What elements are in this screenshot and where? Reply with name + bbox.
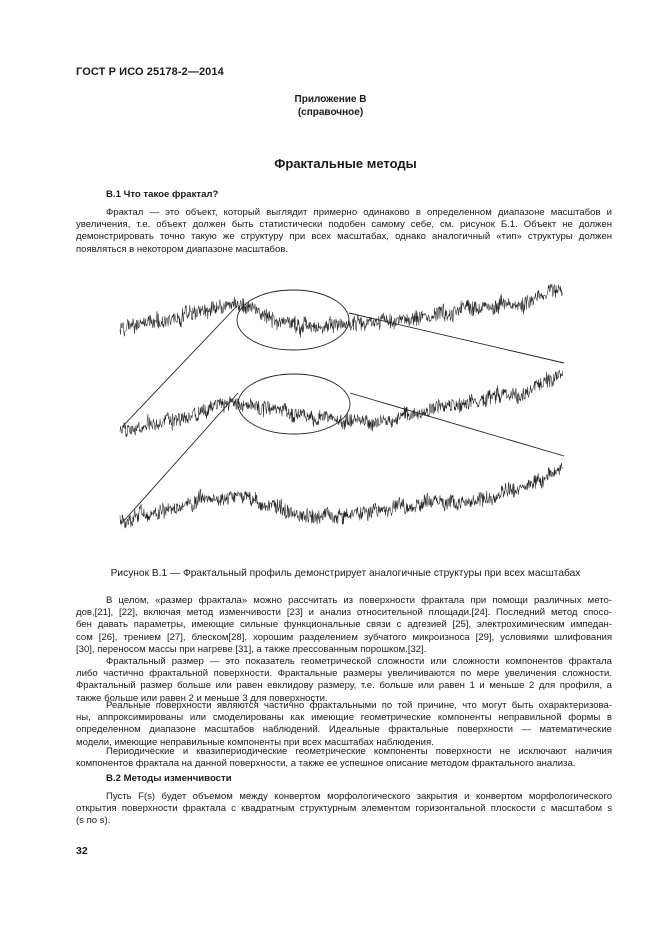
figure-caption: Рисунок В.1 — Фрактальный профиль демонстрирует аналогичные структуры при всех масштабах xyxy=(110,568,581,579)
text-line: [30], переносом массы при нагреве [31], а также прессованным порошком.[32]. xyxy=(76,643,427,655)
paragraph-periodic-components xyxy=(76,746,612,770)
text-line: модели, имеющие неправильные компоненты при всех масштабах наблюдения. xyxy=(76,736,434,748)
text-line: Фрактальный размер — это показатель геометрической сложности или сложности компонентов фрактала xyxy=(106,656,612,667)
text-line: увеличения, т.е. объект должен быть статистически подобен самому себе, см. рисунок Б.1. Объект не должен xyxy=(76,219,612,231)
zoom-ellipse-middle xyxy=(238,374,350,434)
text-line: определенном диапазоне масштабов наблюдений. Идеальные фрактальные поверхности — математические xyxy=(76,724,612,736)
zoom-line xyxy=(350,393,564,456)
text-line: Фрактал — это объект, который выглядит примерно одинаково в определенном диапазоне масштабов и xyxy=(106,207,612,218)
zoom-line xyxy=(122,307,236,427)
text-line: Реальные поверхности являются частично фрактальными по той причине, что могут быть охарактеризова- xyxy=(106,700,612,711)
text-line: (s по s). xyxy=(76,815,111,827)
paragraph-fractal-size xyxy=(76,595,612,656)
paragraph-variation-methods xyxy=(76,791,612,828)
text-line: компонентов фрактала на данной поверхности, а также ее успешное описание методом фрактального анализа. xyxy=(76,758,576,770)
page-number: 32 xyxy=(76,845,88,857)
text-line: либо частично фрактальной поверхности. Фрактальные размеры увеличиваются по мере увеличения сложности. xyxy=(76,668,612,680)
fractal-profile-line xyxy=(120,463,563,528)
text-line: В целом, «размер фрактала» можно рассчитать из поверхности фрактала при помощи различных мето- xyxy=(106,595,612,606)
section-heading-b2: В.2 Методы изменчивости xyxy=(106,773,232,784)
fractal-profile-line xyxy=(120,284,563,337)
text-line: Пусть F(s) будет объемом между конвертом морфологического закрытия и конвертом морфологического xyxy=(106,791,612,802)
text-line: ны, аппроксимированы или смоделированы как имеющие геометрические компоненты неправильной формы в xyxy=(76,712,612,724)
page-title: Фрактальные методы xyxy=(274,156,417,171)
section-heading-b1: В.1 Что такое фрактал? xyxy=(106,189,219,200)
paragraph-real-surfaces xyxy=(76,700,612,749)
text-line: Фрактальный размер больше или равен евклидову размеру, т.е. больше или равен 1 и меньше 2 для профиля, а xyxy=(76,680,612,692)
text-line: бен давать параметры, имеющие сильные функциональные связи с адгезией [25], электрохимическим импедан- xyxy=(76,619,612,631)
annex-kind: (справочное) xyxy=(297,107,364,118)
text-line: демонстрировать точно такую же структуру при всех масштабах, однако аналогичный «тип» структуры должен xyxy=(76,231,612,243)
text-line: сом [26], трением [27], блеском[28], хорошим разделением зубчатого микроизноса [29], условиями шлифования xyxy=(76,631,612,643)
fractal-profile-line xyxy=(120,370,563,437)
zoom-line xyxy=(349,313,564,363)
text-line: открытия поверхности фрактала с квадратным структурным элементом горизонтальной плоскости с масштабом s xyxy=(76,803,612,815)
annex-label: Приложение В xyxy=(294,94,367,105)
text-line: также больше или равен 2 и меньше 3 для поверхности. xyxy=(76,692,328,704)
paragraph-fractal-dimension xyxy=(76,656,612,705)
text-line: появляться в некотором диапазоне масштабов. xyxy=(76,243,289,255)
text-line: Периодические и квазипериодические геометрические компоненты поверхности не исключают наличия xyxy=(106,746,612,757)
document-header: ГОСТ Р ИСО 25178-2—2014 xyxy=(76,66,224,78)
fractal-profiles xyxy=(120,284,563,528)
text-line: дов,[21], [22], включая метод изменчивости [23] и анализ относительной площади.[24]. Последний метод спосо- xyxy=(76,607,612,619)
